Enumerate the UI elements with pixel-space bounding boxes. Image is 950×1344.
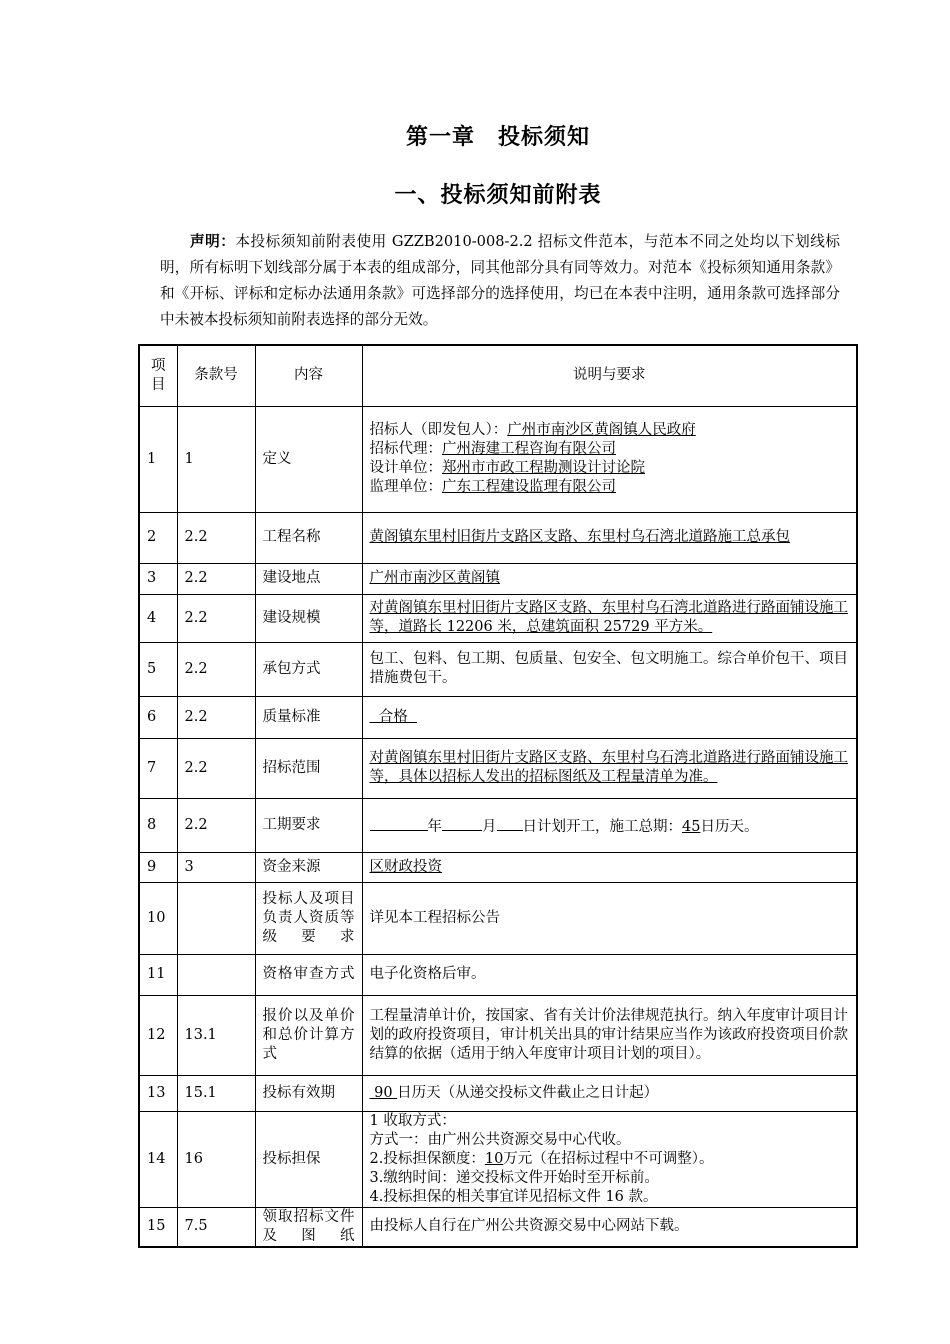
bid-notice-table [138, 344, 858, 1248]
cell-item: 2 [139, 512, 177, 563]
table-row [139, 594, 857, 642]
chapter-title: 第一章 投标须知 [405, 124, 590, 150]
cell-description: 电子化资格后审。 [362, 954, 857, 995]
cell-content: 承包方式 [255, 642, 362, 696]
guarantee-line: 2.投标担保额度：10万元（在招标过程中不可调整）。 [369, 1150, 714, 1167]
cell-description: 90 日历天（从递交投标文件截止之日计起） [362, 1075, 857, 1111]
cell-description: 由投标人自行在广州公共资源交易中心网站下载。 [362, 1207, 857, 1247]
table-header-row [139, 345, 857, 406]
cell-description: 包工、包料、包工期、包质量、包安全、包文明施工。综合单价包干、项目措施费包干。 [362, 642, 857, 696]
cell-content: 质量标准 [255, 696, 362, 738]
start-month-blank [442, 814, 482, 831]
cell-item: 6 [139, 696, 177, 738]
cell-item: 9 [139, 852, 177, 882]
cell-item: 11 [139, 954, 177, 995]
cell-item: 8 [139, 798, 177, 852]
cell-description: 黄阁镇东里村旧街片支路区支路、东里村乌石湾北道路施工总承包 [362, 512, 857, 563]
cell-clause: 1 [177, 406, 255, 512]
cell-clause: 3 [177, 852, 255, 882]
cell-clause [177, 882, 255, 954]
cell-clause: 16 [177, 1111, 255, 1207]
table-row [139, 696, 857, 738]
cell-item: 5 [139, 642, 177, 696]
cell-content: 招标范围 [255, 738, 362, 798]
definition-line: 招标代理：广州海建工程咨询有限公司 [369, 441, 616, 457]
definition-line: 招标人（即发包人）：广州市南沙区黄阁镇人民政府 [369, 422, 696, 438]
table-row [139, 852, 857, 882]
cell-clause: 15.1 [177, 1075, 255, 1111]
cell-content: 投标有效期 [255, 1075, 362, 1111]
definition-line: 监理单位：广东工程建设监理有限公司 [369, 479, 616, 495]
cell-content: 建设规模 [255, 594, 362, 642]
cell-item: 3 [139, 563, 177, 594]
cell-clause: 2.2 [177, 696, 255, 738]
start-year-blank [370, 814, 428, 831]
cell-content: 领取招标文件及图纸 [255, 1207, 362, 1247]
table-row [139, 406, 857, 512]
cell-content: 报价以及单价和总价计算方式 [255, 995, 362, 1075]
cell-content: 资金来源 [255, 852, 362, 882]
statement-label: 声明： [190, 233, 236, 250]
cell-content: 投标人及项目负责人资质等级要求 [255, 882, 362, 954]
cell-item: 14 [139, 1111, 177, 1207]
definition-line: 设计单位：郑州市市政工程勘测设计讨论院 [369, 460, 645, 476]
cell-clause: 2.2 [177, 642, 255, 696]
guarantee-line: 3.缴纳时间：递交投标文件开始时至开标前。 [369, 1169, 659, 1186]
cell-description: 工程量清单计价，按国家、省有关计价法律规范执行。纳入年度审计项目计划的政府投资项目，审计机关出具的审计结果应当作为该政府投资项目价款结算的依据（适用于纳入年度审计项目计划的项目）。 [362, 995, 857, 1075]
table-row [139, 954, 857, 995]
header-clause: 条款号 [177, 345, 255, 406]
cell-clause: 13.1 [177, 995, 255, 1075]
table-row [139, 1207, 857, 1247]
cell-clause [177, 954, 255, 995]
table-row [139, 512, 857, 563]
section-title: 一、投标须知前附表 [394, 182, 602, 208]
guarantee-line: 方式一：由广州公共资源交易中心代收。 [369, 1131, 631, 1148]
cell-clause: 2.2 [177, 798, 255, 852]
cell-description: 对黄阁镇东里村旧街片支路区支路、东里村乌石湾北道路进行路面铺设施工等，道路长 12206 米，总建筑面积 25729 平方米。 [362, 594, 857, 642]
header-description: 说明与要求 [362, 345, 857, 406]
cell-clause: 2.2 [177, 738, 255, 798]
cell-content: 建设地点 [255, 563, 362, 594]
start-day-blank [497, 814, 523, 831]
guarantee-line: 1 收取方式： [369, 1112, 456, 1129]
table-row [139, 1111, 857, 1207]
cell-content: 资格审查方式 [255, 954, 362, 995]
cell-clause: 2.2 [177, 594, 255, 642]
cell-clause: 7.5 [177, 1207, 255, 1247]
table-row [139, 563, 857, 594]
table-row [139, 882, 857, 954]
cell-item: 15 [139, 1207, 177, 1247]
cell-description: 年 月 日计划开工，施工总期：45日历天。 [362, 798, 857, 852]
statement-text: 本投标须知前附表使用 GZZB2010-008-2.2 招标文件范本，与范本不同之处均以下划线标明，所有标明下划线部分属于本表的组成部分，同其他部分具有同等效力。对范本《投标须知通用条款》和《开标、评标和定标办法通用条款》可选择部分的选择使用，均已在本表中注明，通用条款可选择部分中未被本投标须知前附表选择的部分无效。 [160, 233, 840, 328]
table-row [139, 798, 857, 852]
cell-description: 对黄阁镇东里村旧街片支路区支路、东里村乌石湾北道路进行路面铺设施工等，具体以招标人发出的招标图纸及工程量清单为准。 [362, 738, 857, 798]
guarantee-line: 4.投标担保的相关事宜详见招标文件 16 款。 [369, 1188, 658, 1205]
cell-item: 1 [139, 406, 177, 512]
cell-item: 10 [139, 882, 177, 954]
cell-content: 投标担保 [255, 1111, 362, 1207]
cell-item: 7 [139, 738, 177, 798]
cell-description: 区财政投资 [362, 852, 857, 882]
cell-content: 工期要求 [255, 798, 362, 852]
table-row [139, 738, 857, 798]
cell-description: 详见本工程招标公告 [362, 882, 857, 954]
cell-description: 广州市南沙区黄阁镇 [362, 563, 857, 594]
cell-clause: 2.2 [177, 512, 255, 563]
table-row [139, 642, 857, 696]
cell-item: 12 [139, 995, 177, 1075]
table-row [139, 1075, 857, 1111]
cell-content: 定义 [255, 406, 362, 512]
cell-description [362, 406, 857, 512]
cell-content: 工程名称 [255, 512, 362, 563]
header-content: 内容 [255, 345, 362, 406]
cell-description [362, 1111, 857, 1207]
header-item: 项目 [139, 345, 177, 406]
cell-item: 4 [139, 594, 177, 642]
table-row [139, 995, 857, 1075]
statement-paragraph [160, 229, 840, 333]
cell-clause: 2.2 [177, 563, 255, 594]
cell-item: 13 [139, 1075, 177, 1111]
cell-description: 合格 [362, 696, 857, 738]
